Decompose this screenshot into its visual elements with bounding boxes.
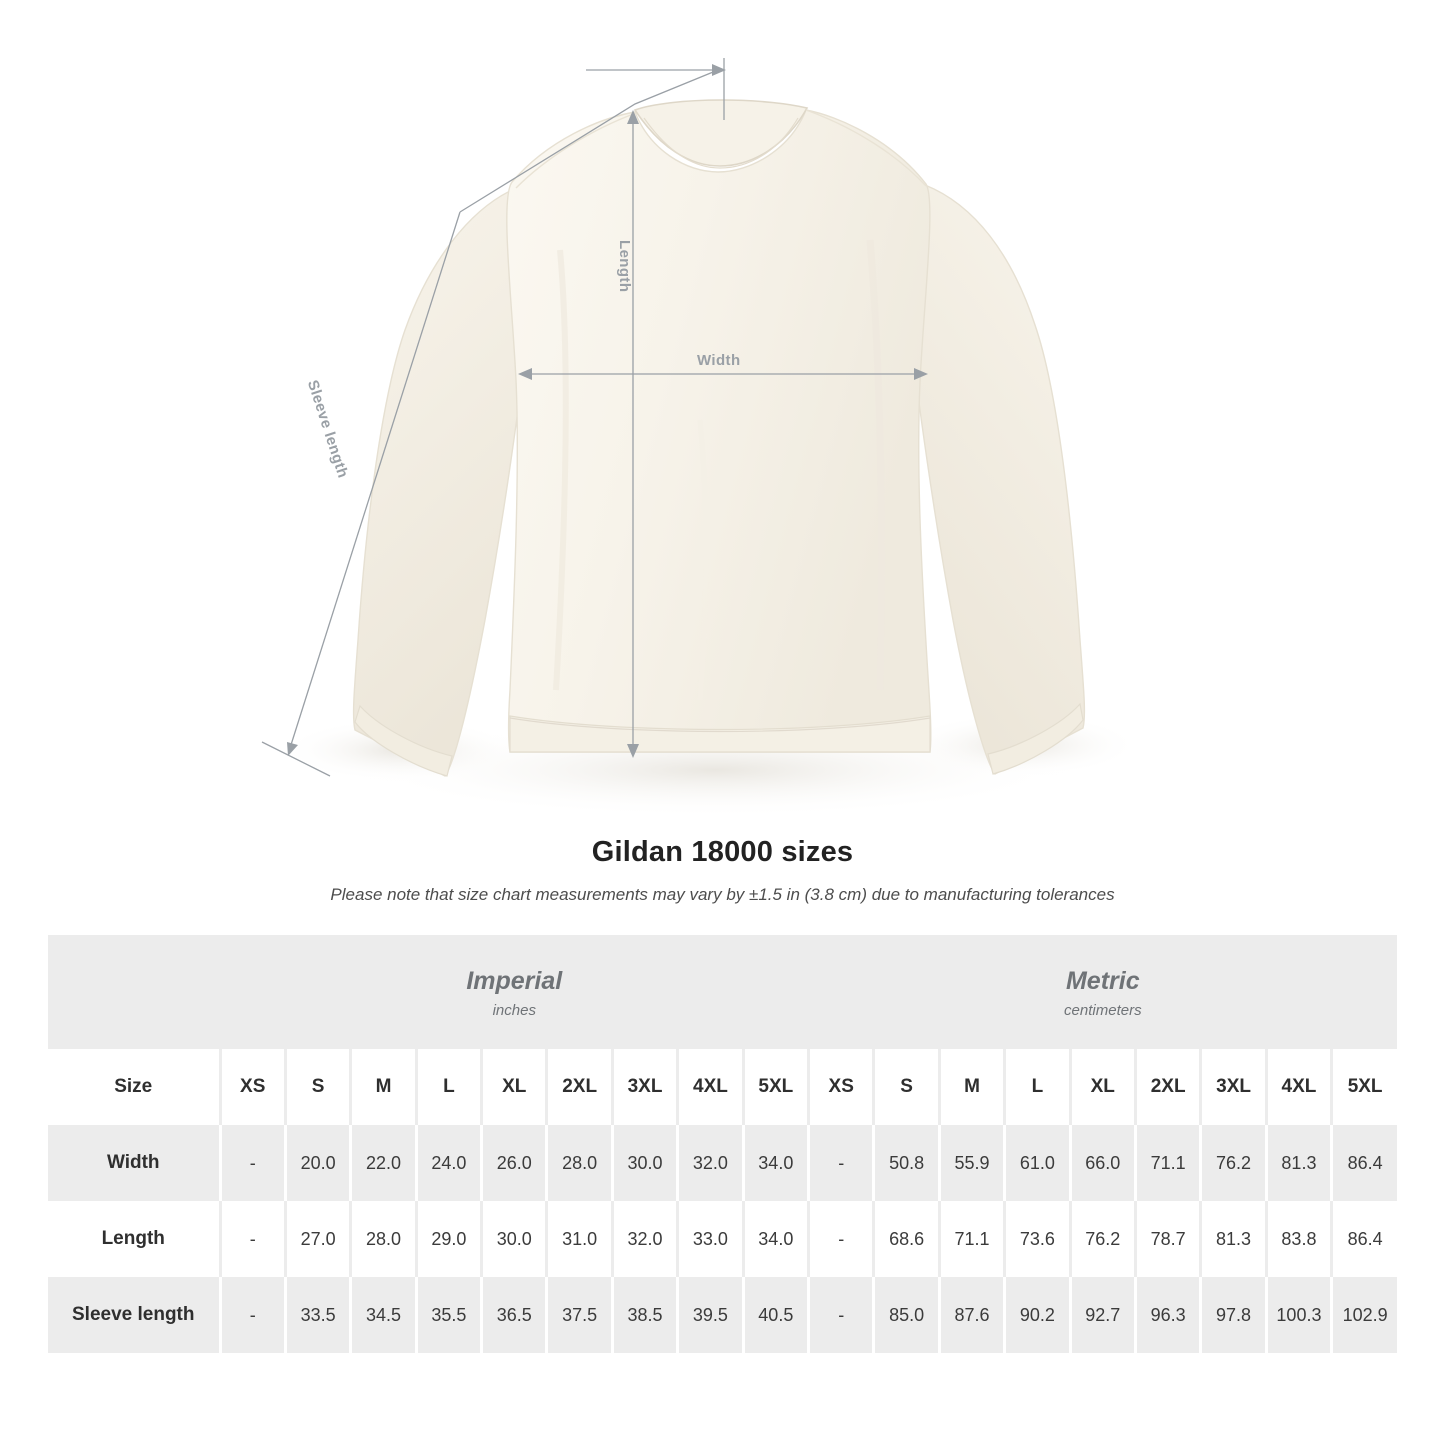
cell-sleeve-imperial-3xl: 38.5 [612,1277,677,1353]
cell-width-imperial-5xl: 34.0 [743,1125,808,1201]
cell-sleeve-imperial-5xl: 40.5 [743,1277,808,1353]
cell-sleeve-metric-s: 85.0 [874,1277,939,1353]
unit-header-metric [809,935,1398,1049]
cell-width-metric-m: 55.9 [939,1125,1004,1201]
cell-length-imperial-4xl: 33.0 [678,1201,743,1277]
cell-sleeve-imperial-4xl: 39.5 [678,1277,743,1353]
cell-width-imperial-2xl: 28.0 [547,1125,612,1201]
cell-width-metric-xs: - [809,1125,874,1201]
size-header-imperial-xl: XL [482,1049,547,1125]
cell-length-imperial-l: 29.0 [416,1201,481,1277]
cell-sleeve-imperial-xs: - [220,1277,285,1353]
cell-sleeve-imperial-xl: 36.5 [482,1277,547,1353]
cell-length-metric-2xl: 78.7 [1135,1201,1200,1277]
cell-length-metric-4xl: 83.8 [1266,1201,1331,1277]
cell-length-imperial-xs: - [220,1201,285,1277]
size-header-metric-3xl: 3XL [1201,1049,1266,1125]
cell-width-metric-2xl: 71.1 [1135,1125,1200,1201]
unit-header-row [48,935,1397,1049]
cell-sleeve-metric-xl: 92.7 [1070,1277,1135,1353]
length-dimension-label: Length [616,240,633,293]
size-header-imperial-l: L [416,1049,481,1125]
cell-width-metric-xl: 66.0 [1070,1125,1135,1201]
size-header-imperial-4xl: 4XL [678,1049,743,1125]
size-header-metric-s: S [874,1049,939,1125]
cell-length-imperial-m: 28.0 [351,1201,416,1277]
cell-length-imperial-3xl: 32.0 [612,1201,677,1277]
table-row [48,1201,1397,1277]
cell-sleeve-metric-3xl: 97.8 [1201,1277,1266,1353]
width-dimension-label: Width [697,352,741,369]
metric-unit-label: centimeters [1064,1001,1142,1019]
size-header-imperial-m: M [351,1049,416,1125]
table-row [48,1125,1397,1201]
cell-length-imperial-2xl: 31.0 [547,1201,612,1277]
size-header-metric-xs: XS [809,1049,874,1125]
size-table [48,935,1397,1353]
cell-sleeve-metric-5xl: 102.9 [1332,1277,1397,1353]
cell-width-imperial-m: 22.0 [351,1125,416,1201]
size-header-imperial-5xl: 5XL [743,1049,808,1125]
cell-length-imperial-s: 27.0 [285,1201,350,1277]
cell-length-metric-xs: - [809,1201,874,1277]
cell-sleeve-imperial-2xl: 37.5 [547,1277,612,1353]
cell-length-metric-l: 73.6 [1005,1201,1070,1277]
cell-width-imperial-3xl: 30.0 [612,1125,677,1201]
cell-width-imperial-xs: - [220,1125,285,1201]
cell-length-metric-3xl: 81.3 [1201,1201,1266,1277]
cell-width-imperial-4xl: 32.0 [678,1125,743,1201]
cell-length-metric-m: 71.1 [939,1201,1004,1277]
page-title: Gildan 18000 sizes [591,836,854,868]
metric-system-label: Metric [1065,966,1140,995]
cell-length-metric-5xl: 86.4 [1332,1201,1397,1277]
size-header-metric-xl: XL [1070,1049,1135,1125]
cell-width-imperial-xl: 26.0 [482,1125,547,1201]
row-label-sleeve-length: Sleeve length [48,1277,220,1353]
cell-sleeve-metric-m: 87.6 [939,1277,1004,1353]
size-header-imperial-s: S [285,1049,350,1125]
table-row [48,1277,1397,1353]
size-header-metric-m: M [939,1049,1004,1125]
size-table-wrapper [48,935,1397,1353]
size-header-metric-l: L [1005,1049,1070,1125]
imperial-system-label: Imperial [466,966,563,995]
cell-length-imperial-5xl: 34.0 [743,1201,808,1277]
cell-length-imperial-xl: 30.0 [482,1201,547,1277]
cell-sleeve-metric-l: 90.2 [1005,1277,1070,1353]
size-header-imperial-2xl: 2XL [547,1049,612,1125]
size-column-header: Size [48,1049,220,1125]
cell-sleeve-imperial-l: 35.5 [416,1277,481,1353]
cell-width-metric-s: 50.8 [874,1125,939,1201]
table-row-sizes [48,1049,1397,1125]
row-label-length: Length [48,1201,220,1277]
cell-sleeve-metric-xs: - [809,1277,874,1353]
size-header-imperial-3xl: 3XL [612,1049,677,1125]
unit-header-spacer [48,935,220,1049]
size-header-metric-2xl: 2XL [1135,1049,1200,1125]
cell-sleeve-metric-4xl: 100.3 [1266,1277,1331,1353]
cell-width-imperial-l: 24.0 [416,1125,481,1201]
imperial-unit-label: inches [492,1001,536,1019]
cell-width-metric-5xl: 86.4 [1332,1125,1397,1201]
cell-length-metric-s: 68.6 [874,1201,939,1277]
cell-length-metric-xl: 76.2 [1070,1201,1135,1277]
size-header-metric-4xl: 4XL [1266,1049,1331,1125]
row-label-width: Width [48,1125,220,1201]
title-block [0,836,1445,905]
cell-width-metric-4xl: 81.3 [1266,1125,1331,1201]
cell-width-metric-l: 61.0 [1005,1125,1070,1201]
cell-sleeve-imperial-s: 33.5 [285,1277,350,1353]
cell-width-imperial-s: 20.0 [285,1125,350,1201]
sleeve-length-dimension-label: Sleeve length [303,378,352,481]
size-header-metric-5xl: 5XL [1332,1049,1397,1125]
size-header-imperial-xs: XS [220,1049,285,1125]
tolerance-note: Please note that size chart measurements may vary by ±1.5 in (3.8 cm) due to manufacturing tolerances [330,885,1115,904]
cell-sleeve-imperial-m: 34.5 [351,1277,416,1353]
unit-header-imperial [220,935,809,1049]
cell-width-metric-3xl: 76.2 [1201,1125,1266,1201]
cell-sleeve-metric-2xl: 96.3 [1135,1277,1200,1353]
